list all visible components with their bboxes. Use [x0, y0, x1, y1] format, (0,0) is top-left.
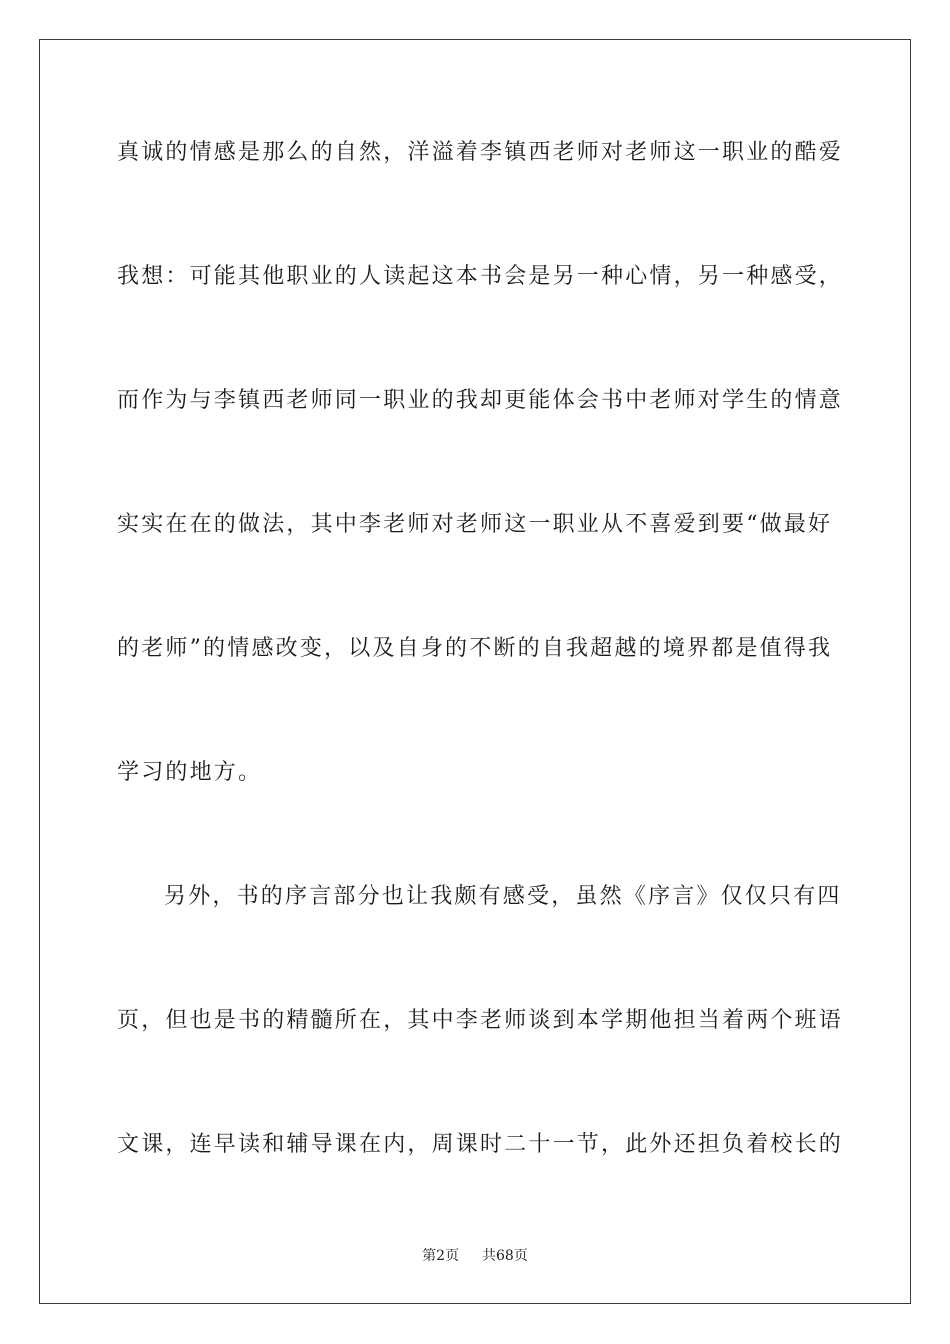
total-pages: 共68页	[482, 1248, 528, 1264]
text-line-9: 文课，连早读和辅导课在内，周课时二十一节，此外还担负着校长的	[117, 1132, 844, 1157]
page-border	[39, 39, 911, 1304]
text-line-2: 我想：可能其他职业的人读起这本书会是另一种心情，另一种感受，	[117, 264, 844, 289]
text-line-1: 真诚的情感是那么的自然，洋溢着李镇西老师对老师这一职业的酷爱	[117, 140, 844, 165]
text-line-5: 的老师”的情感改变，以及自身的不断的自我超越的境界都是值得我	[117, 636, 833, 661]
text-line-3: 而作为与李镇西老师同一职业的我却更能体会书中老师对学生的情意	[117, 388, 844, 413]
text-line-6: 学习的地方。	[117, 760, 263, 785]
text-line-4: 实实在在的做法，其中李老师对老师这一职业从不喜爱到要“做最好	[117, 512, 833, 537]
text-line-8: 页，但也是书的精髓所在，其中李老师谈到本学期他担当着两个班语	[117, 1008, 844, 1033]
text-line-7-paragraph-start: 另外，书的序言部分也让我颇有感受，虽然《序言》仅仅只有四	[164, 884, 842, 909]
page-footer	[0, 1247, 950, 1265]
page-number: 第2页	[422, 1248, 460, 1264]
